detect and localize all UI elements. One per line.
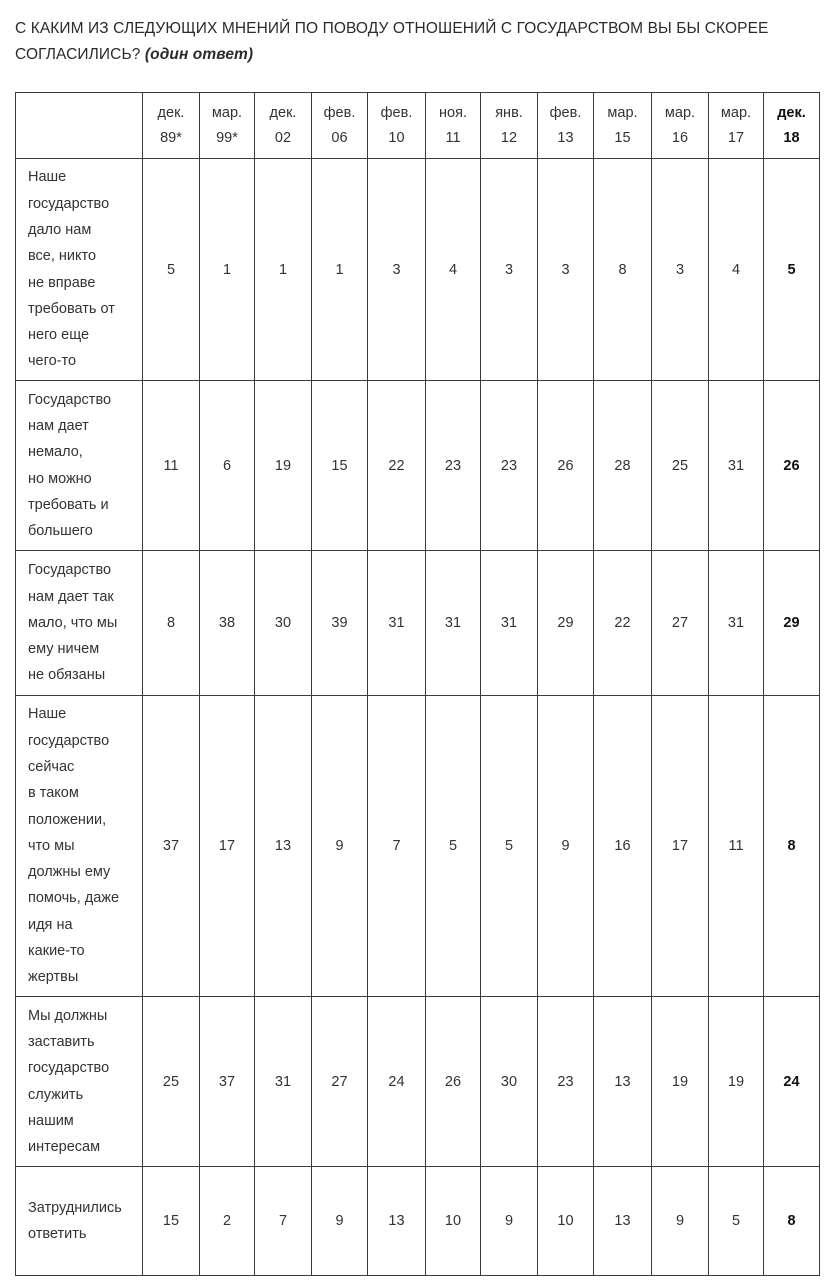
table-cell: 27	[652, 551, 709, 696]
table-cell: 5	[426, 696, 481, 997]
column-header: мар. 15	[594, 93, 652, 159]
table-cell: 31	[709, 381, 764, 551]
table-cell-latest: 8	[764, 696, 820, 997]
survey-table	[15, 92, 820, 1276]
table-cell: 15	[143, 1167, 200, 1276]
table-cell: 3	[368, 159, 426, 381]
table-cell: 38	[200, 551, 255, 696]
table-cell: 37	[143, 696, 200, 997]
table-cell: 31	[426, 551, 481, 696]
table-cell: 31	[481, 551, 538, 696]
column-header: ноя. 11	[426, 93, 481, 159]
table-row	[16, 159, 820, 381]
table-row	[16, 381, 820, 551]
column-header: мар. 17	[709, 93, 764, 159]
table-cell: 1	[200, 159, 255, 381]
table-cell: 4	[426, 159, 481, 381]
table-cell: 15	[312, 381, 368, 551]
table-cell: 4	[709, 159, 764, 381]
table-cell: 8	[594, 159, 652, 381]
header-row	[16, 93, 820, 159]
table-cell: 16	[594, 696, 652, 997]
table-cell: 5	[143, 159, 200, 381]
row-label: Наше государство сейчас в таком положении, что мы должны ему помочь, даже идя на какие-то жертвы	[16, 696, 143, 997]
table-cell: 3	[652, 159, 709, 381]
survey-question	[15, 16, 815, 68]
row-label: Затруднились ответить	[16, 1167, 143, 1276]
table-cell: 22	[594, 551, 652, 696]
table-cell: 3	[481, 159, 538, 381]
answer-note: (один ответ)	[144, 46, 254, 63]
table-cell: 17	[200, 696, 255, 997]
table-cell: 19	[255, 381, 312, 551]
table-cell: 9	[538, 696, 594, 997]
table-cell: 29	[538, 551, 594, 696]
table-cell: 1	[312, 159, 368, 381]
column-header: дек. 89*	[143, 93, 200, 159]
column-header: фев. 13	[538, 93, 594, 159]
table-cell: 2	[200, 1167, 255, 1276]
table-cell: 19	[652, 997, 709, 1167]
table-cell: 23	[481, 381, 538, 551]
table-cell: 30	[481, 997, 538, 1167]
column-header: мар. 16	[652, 93, 709, 159]
column-header: мар. 99*	[200, 93, 255, 159]
table-cell-latest: 8	[764, 1167, 820, 1276]
table-cell: 13	[594, 997, 652, 1167]
question-text: С КАКИМ ИЗ СЛЕДУЮЩИХ МНЕНИЙ ПО ПОВОДУ ОТНОШЕНИЙ С ГОСУДАРСТВОМ ВЫ БЫ СКОРЕЕ СОГЛАСИЛИСЬ?	[15, 20, 769, 63]
table-cell: 9	[312, 696, 368, 997]
table-cell: 10	[538, 1167, 594, 1276]
table-cell: 25	[143, 997, 200, 1167]
table-cell: 1	[255, 159, 312, 381]
row-label: Государство нам дает немало, но можно требовать и большего	[16, 381, 143, 551]
row-label: Мы должны заставить государство служить нашим интересам	[16, 997, 143, 1167]
table-cell-latest: 24	[764, 997, 820, 1167]
table-cell: 37	[200, 997, 255, 1167]
table-cell: 3	[538, 159, 594, 381]
table-cell: 10	[426, 1167, 481, 1276]
table-row	[16, 1167, 820, 1276]
table-cell: 17	[652, 696, 709, 997]
header-corner	[16, 93, 143, 159]
table-cell: 26	[426, 997, 481, 1167]
column-header: дек. 02	[255, 93, 312, 159]
table-cell: 30	[255, 551, 312, 696]
column-header: фев. 10	[368, 93, 426, 159]
table-cell: 19	[709, 997, 764, 1167]
table-cell: 5	[481, 696, 538, 997]
table-cell: 8	[143, 551, 200, 696]
row-label: Наше государство дало нам все, никто не вправе требовать от него еще чего-то	[16, 159, 143, 381]
table-cell: 9	[312, 1167, 368, 1276]
table-cell: 11	[143, 381, 200, 551]
column-header: янв. 12	[481, 93, 538, 159]
table-row	[16, 997, 820, 1167]
table-cell: 26	[538, 381, 594, 551]
table-cell: 28	[594, 381, 652, 551]
table-cell: 13	[594, 1167, 652, 1276]
table-cell: 27	[312, 997, 368, 1167]
table-cell: 23	[538, 997, 594, 1167]
table-cell: 13	[368, 1167, 426, 1276]
table-cell-latest: 26	[764, 381, 820, 551]
table-cell: 31	[368, 551, 426, 696]
table-cell: 31	[709, 551, 764, 696]
table-row	[16, 696, 820, 997]
table-cell: 23	[426, 381, 481, 551]
row-label: Государство нам дает так мало, что мы ему ничем не обязаны	[16, 551, 143, 696]
table-cell: 9	[652, 1167, 709, 1276]
column-header: фев. 06	[312, 93, 368, 159]
table-row	[16, 551, 820, 696]
table-cell: 7	[368, 696, 426, 997]
table-cell: 13	[255, 696, 312, 997]
table-cell: 31	[255, 997, 312, 1167]
table-cell-latest: 29	[764, 551, 820, 696]
table-cell-latest: 5	[764, 159, 820, 381]
table-cell: 24	[368, 997, 426, 1167]
column-header-latest: дек. 18	[764, 93, 820, 159]
table-cell: 11	[709, 696, 764, 997]
table-cell: 9	[481, 1167, 538, 1276]
table-cell: 39	[312, 551, 368, 696]
table-cell: 5	[709, 1167, 764, 1276]
table-cell: 7	[255, 1167, 312, 1276]
table-cell: 6	[200, 381, 255, 551]
table-cell: 25	[652, 381, 709, 551]
table-cell: 22	[368, 381, 426, 551]
